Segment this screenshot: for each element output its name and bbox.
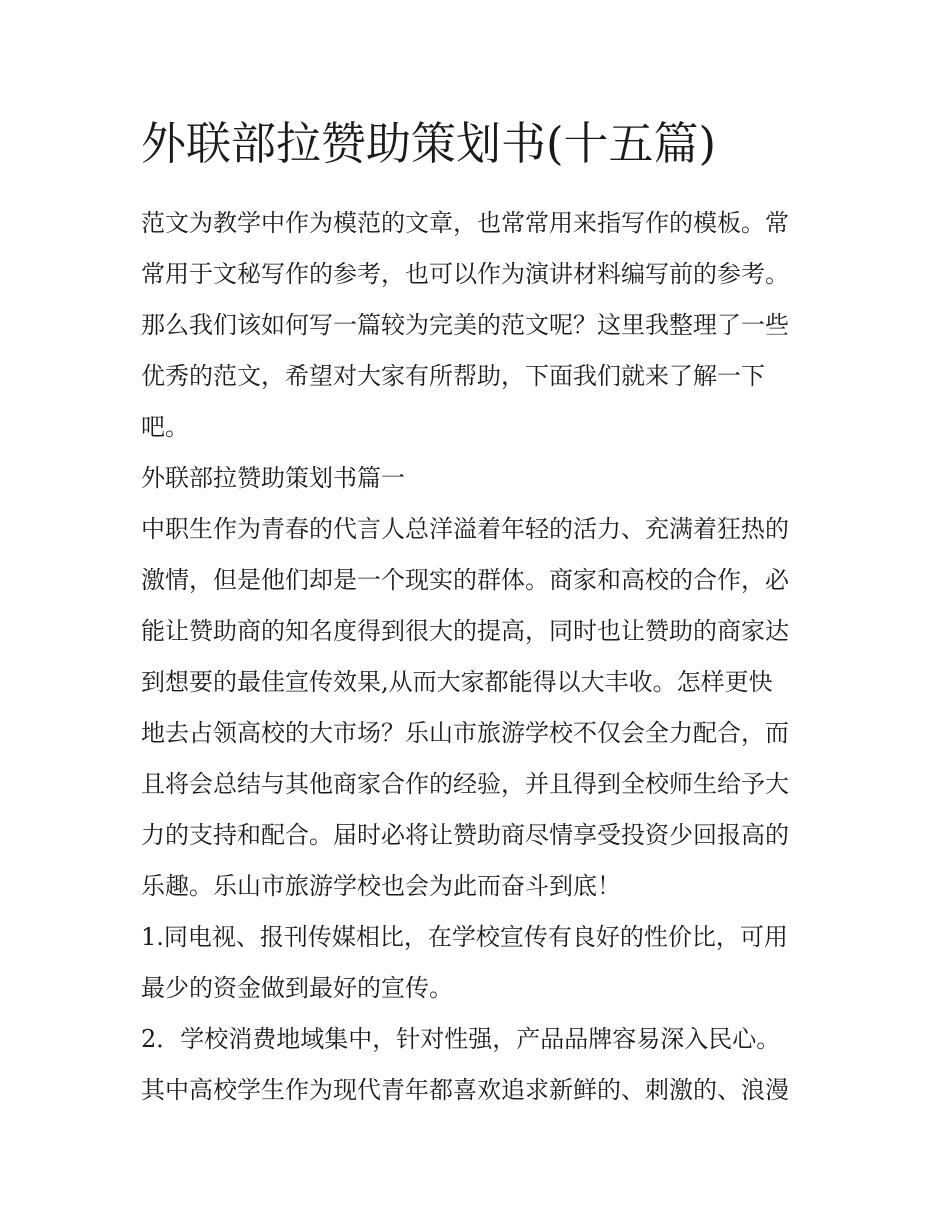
section-heading-block [141, 453, 821, 504]
body-line: 到想要的最佳宣传效果,从而大家都能得以大丰收。怎样更快 [141, 668, 773, 696]
body-line: 能让赞助商的知名度得到很大的提高，同时也让赞助的商家达 [141, 617, 789, 645]
intro-line: 优秀的范文，希望对大家有所帮助，下面我们就来了解一下 [141, 362, 765, 390]
intro-line: 常用于文秘写作的参考，也可以作为演讲材料编写前的参考。 [141, 260, 789, 288]
point-1-paragraph [141, 912, 821, 1014]
intro-line: 那么我们该如何写一篇较为完美的范文呢？这里我整理了一些 [141, 311, 789, 339]
intro-line: 范文为教学中作为模范的文章，也常常用来指写作的模板。常 [141, 209, 789, 237]
body-line: 且将会总结与其他商家合作的经验，并且得到全校师生给予大 [141, 770, 789, 798]
point-2-line: 其中高校学生作为现代青年都喜欢追求新鲜的、刺激的、浪漫 [141, 1076, 789, 1104]
intro-line: 吧。 [141, 413, 189, 441]
section-heading: 外联部拉赞助策划书篇一 [141, 464, 405, 492]
point-1-line: 最少的资金做到最好的宣传。 [141, 974, 453, 1002]
point-2-paragraph [141, 1014, 821, 1116]
document-page [141, 112, 821, 1116]
point-2-line: 2．学校消费地域集中，针对性强，产品品牌容易深入民心。 [141, 1025, 781, 1053]
body-paragraph [141, 504, 821, 912]
body-line: 激情，但是他们却是一个现实的群体。商家和高校的合作，必 [141, 566, 789, 594]
body-line: 力的支持和配合。届时必将让赞助商尽情享受投资少回报高的 [141, 821, 789, 849]
body-line: 中职生作为青春的代言人总洋溢着年轻的活力、充满着狂热的 [141, 515, 789, 543]
body-line: 地去占领高校的大市场？乐山市旅游学校不仅会全力配合，而 [141, 719, 789, 747]
intro-paragraph [141, 198, 821, 453]
body-line: 乐趣。乐山市旅游学校也会为此而奋斗到底！ [141, 872, 621, 900]
document-title: 外联部拉赞助策划书(十五篇) [141, 117, 717, 170]
point-1-line: 1.同电视、报刊传媒相比，在学校宣传有良好的性价比，可用 [141, 923, 788, 951]
